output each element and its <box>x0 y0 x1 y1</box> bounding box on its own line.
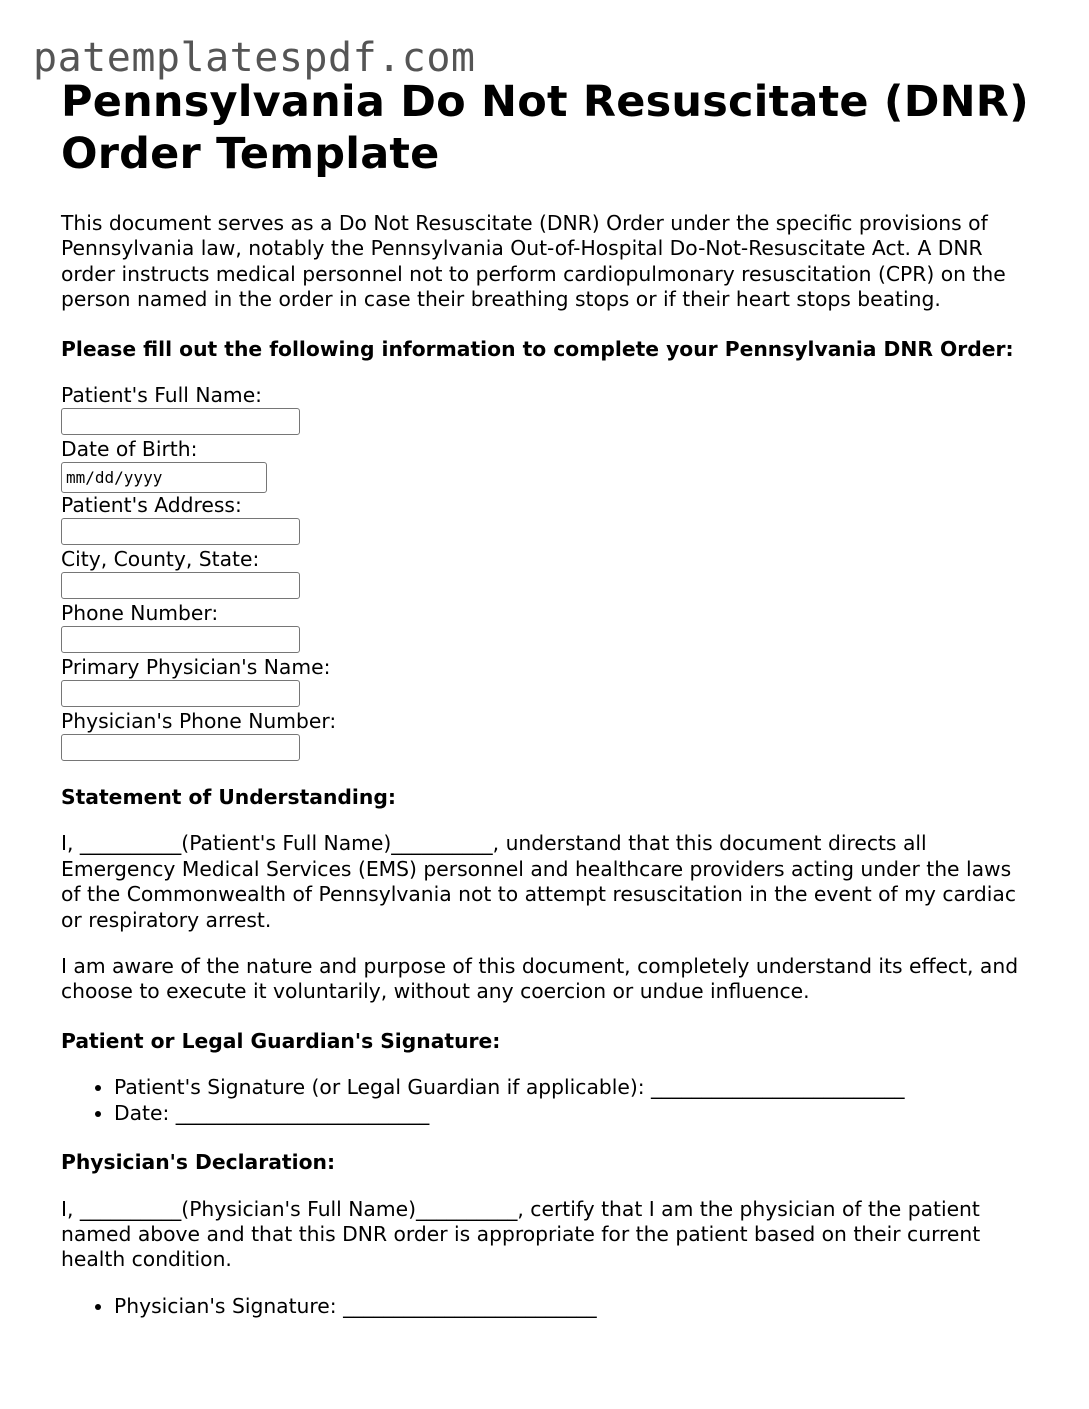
physician-declaration-paragraph: I, __________(Physician's Full Name)__________, certify that I am the physician of the patient named above and that this DNR order is appropriate for the patient based on their current health condition. <box>61 1196 981 1272</box>
physician-phone-label: Physician's Phone Number: <box>61 709 337 734</box>
address-input[interactable] <box>61 518 300 545</box>
statement-paragraph-2: I am aware of the nature and purpose of this document, completely understand its effect, and choose to execute it voluntarily, without any coercion or undue influence. <box>61 954 1019 1004</box>
statement-paragraph-1: I, __________(Patient's Full Name)__________, understand that this document directs all Emergency Medical Services (EMS) personnel and healthcare providers acting under the laws of the Commonwealth of Pennsylvania not to attempt resuscitation in the event of my cardiac or respiratory arrest. <box>61 831 1016 932</box>
physician-signature-line: • Physician's Signature: _________________________ <box>114 1294 1036 1319</box>
page-title: Pennsylvania Do Not Resuscitate (DNR) Order Template <box>61 77 1029 179</box>
patient-signature-line: • Patient's Signature (or Legal Guardian if applicable): _________________________ <box>114 1075 1036 1100</box>
patient-signature-list <box>61 1075 1036 1126</box>
watermark: patemplatespdf.com <box>33 35 476 81</box>
patient-name-input[interactable] <box>61 408 300 435</box>
physician-phone-input[interactable] <box>61 734 300 761</box>
intro-paragraph: This document serves as a Do Not Resuscitate (DNR) Order under the specific provisions of Pennsylvania law, notably the Pennsylvania Out-of-Hospital Do-Not-Resuscitate Act. A DNR order instructs medical personnel not to perform cardiopulmonary resuscitation (CPR) on the person named in the order in case their breathing stops or if their heart stops beating. <box>61 211 1006 312</box>
statement-heading: Statement of Understanding: <box>61 785 396 810</box>
city-county-state-input[interactable] <box>61 572 300 599</box>
document-body <box>61 76 1036 1319</box>
dob-input[interactable] <box>61 462 267 493</box>
physician-signature-list <box>61 1294 1036 1319</box>
city-county-state-label: City, County, State: <box>61 547 260 572</box>
address-label: Patient's Address: <box>61 493 242 518</box>
patient-date-line: • Date: _________________________ <box>114 1101 1036 1126</box>
instructions-heading: Please fill out the following information to complete your Pennsylvania DNR Order: <box>61 336 1014 361</box>
physician-name-input[interactable] <box>61 680 300 707</box>
phone-input[interactable] <box>61 626 300 653</box>
patient-info-form <box>61 383 1036 761</box>
patient-signature-heading: Patient or Legal Guardian's Signature: <box>61 1028 501 1053</box>
patient-name-label: Patient's Full Name: <box>61 383 262 408</box>
dob-label: Date of Birth: <box>61 437 198 462</box>
physician-name-label: Primary Physician's Name: <box>61 655 331 680</box>
phone-label: Phone Number: <box>61 601 219 626</box>
physician-declaration-heading: Physician's Declaration: <box>61 1150 336 1175</box>
